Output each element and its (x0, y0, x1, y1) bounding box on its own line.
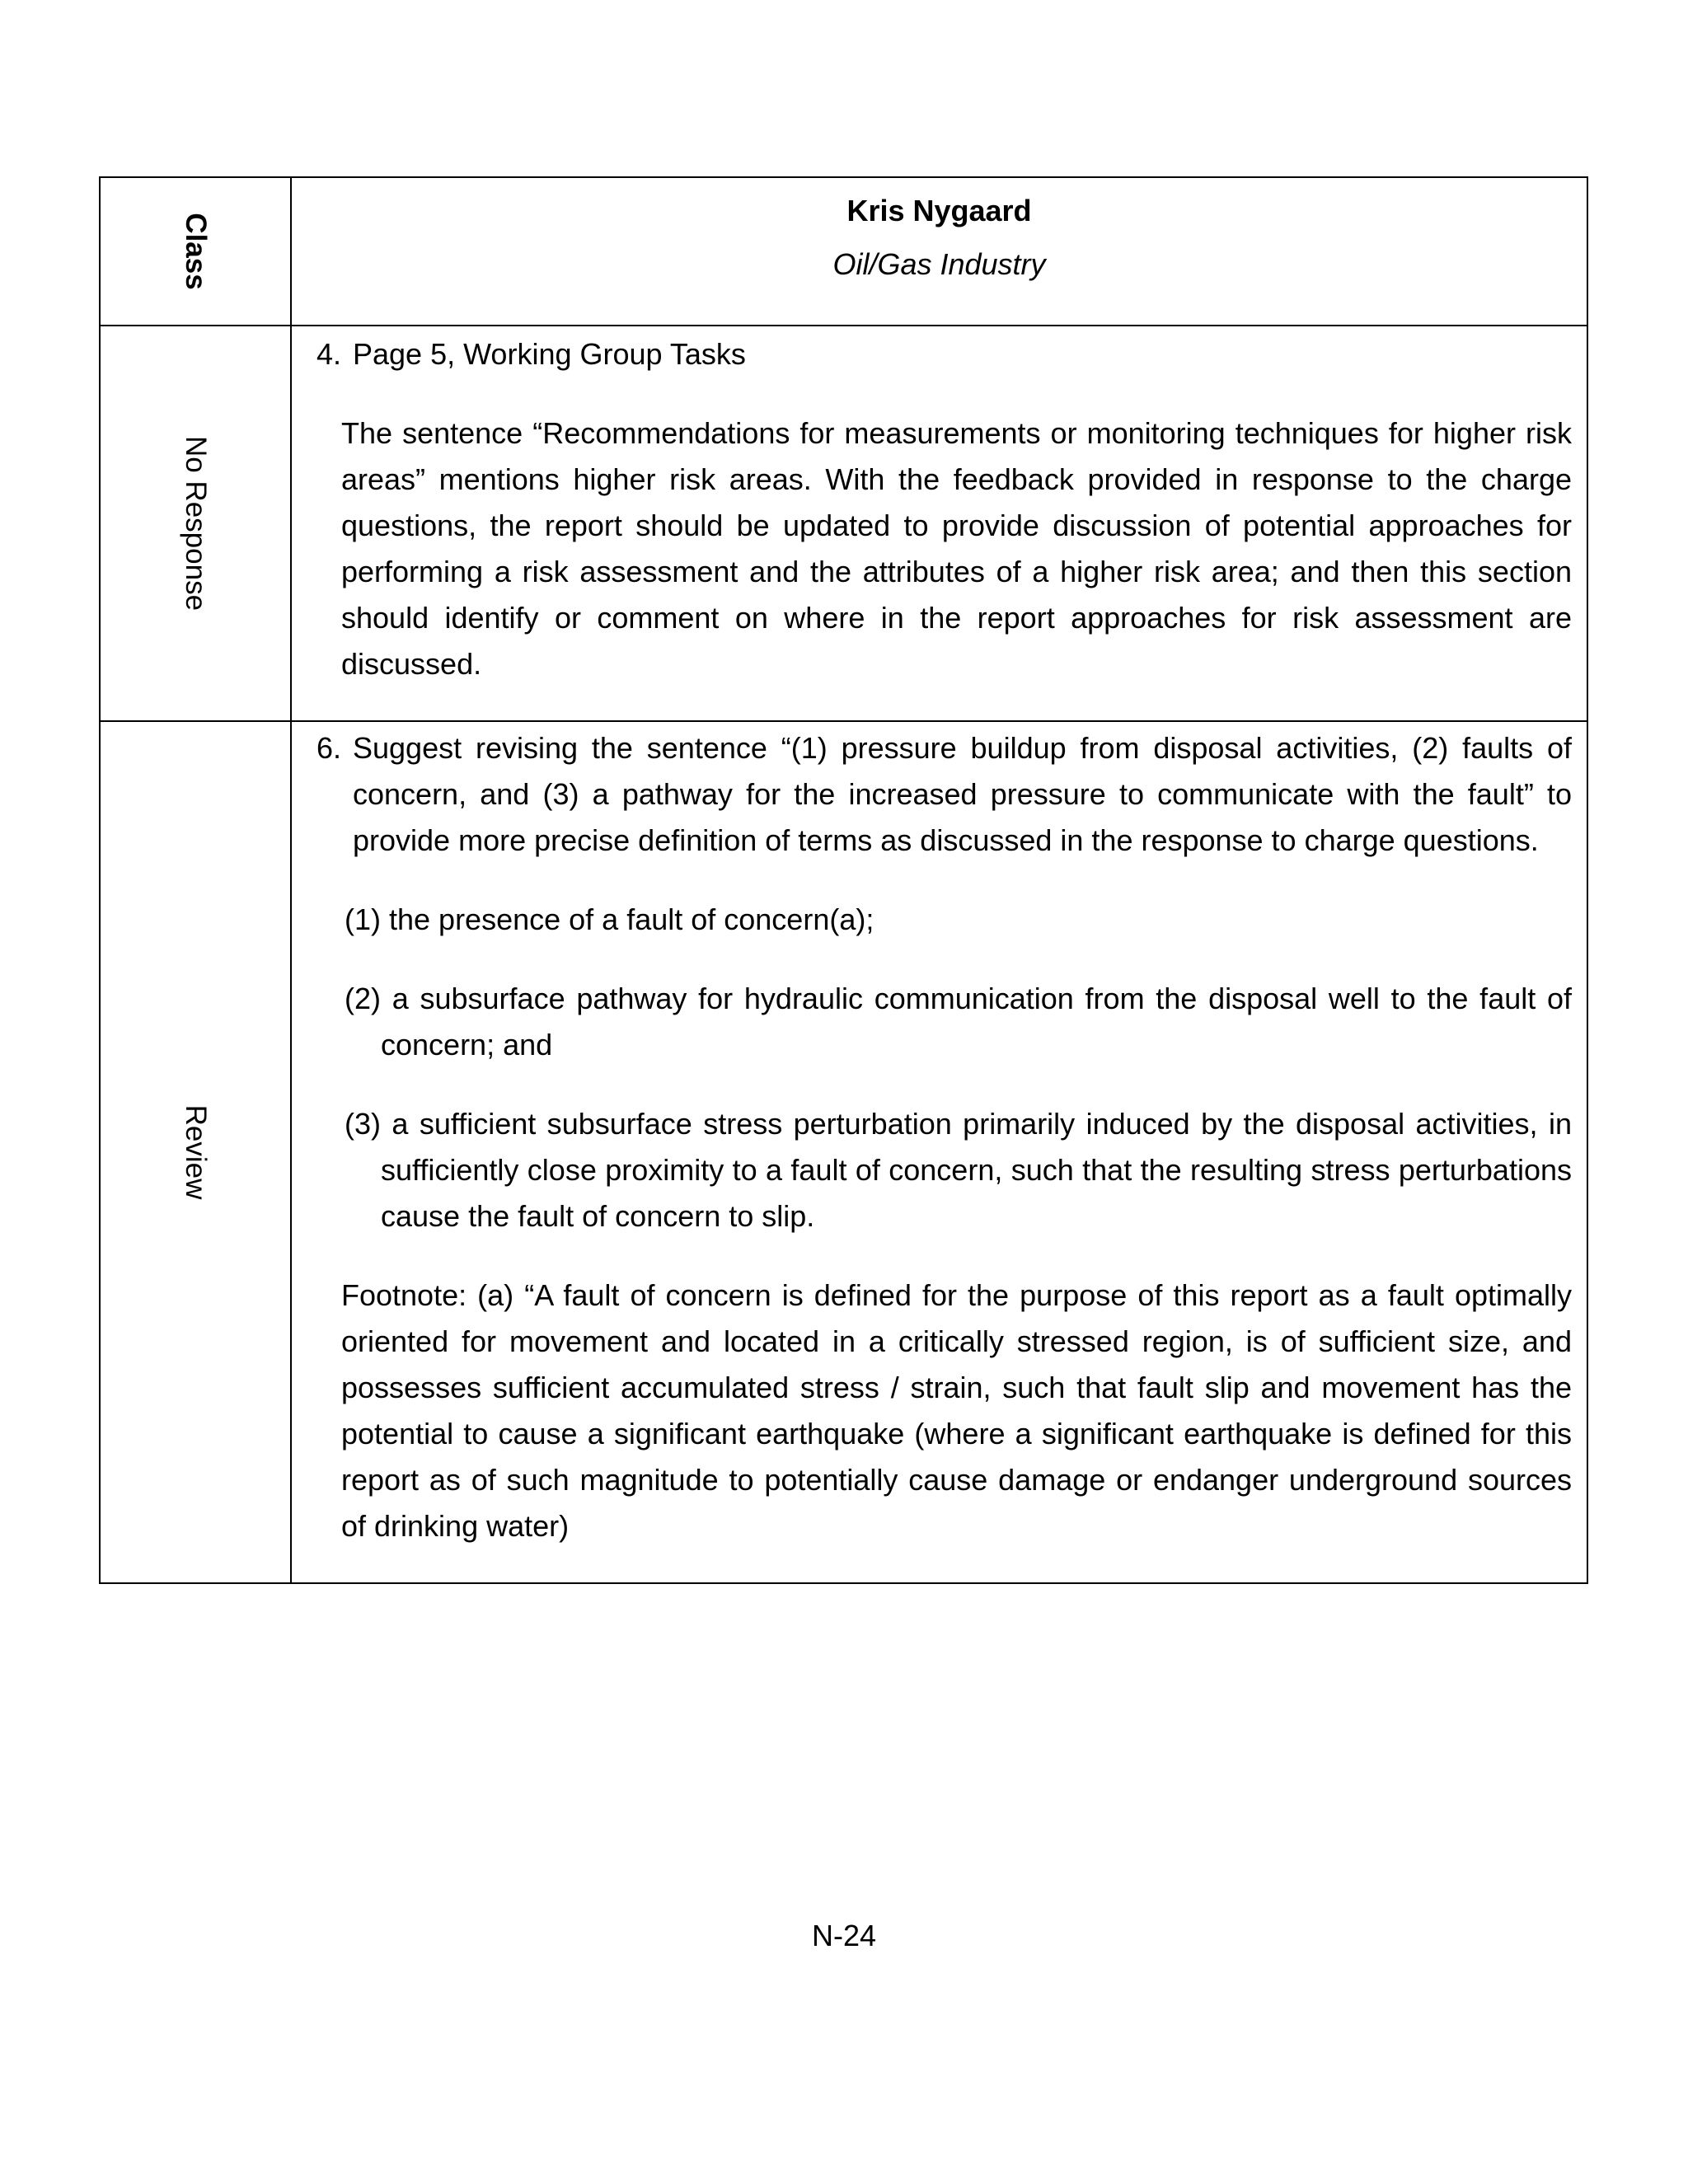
definition-item: (2) a subsurface pathway for hydraulic communication from the disposal well to the fault of concern; and (345, 982, 1572, 1062)
class-label: No Response (180, 435, 212, 612)
comment-row (100, 326, 1587, 721)
comment-heading (292, 331, 1572, 377)
comment-cell (291, 326, 1587, 721)
class-label: Review (180, 1104, 212, 1200)
reviewer-name: Kris Nygaard (846, 194, 1032, 227)
page-number: N-24 (811, 1919, 877, 1952)
comment-table (99, 176, 1588, 1584)
comment-row (100, 721, 1587, 1583)
header-row (100, 177, 1587, 326)
comment-heading (292, 725, 1572, 864)
reviewer-header-cell (291, 177, 1587, 326)
comment-number: 6. (316, 731, 341, 765)
definition-item: (3) a sufficient subsurface stress perturbation primarily induced by the disposal activities, in sufficiently close proximity to a fault of concern, such that the resulting stress perturbations cause the fault of concern to slip. (345, 1107, 1572, 1233)
comment-number: 4. (316, 337, 341, 371)
comment-cell (291, 721, 1587, 1583)
class-cell (100, 326, 291, 721)
class-header-label: Class (180, 213, 212, 290)
reviewer-org: Oil/Gas Industry (832, 247, 1046, 282)
comment-paragraph: The sentence “Recommendations for measurements or monitoring techniques for higher risk areas” mentions higher risk areas. With the feedback provided in response to the charge questions, the report should be updated to provide discussion of potential approaches for performing a risk assessment and the attributes of a higher risk area; and then this section should identify or comment on where in the report approaches for risk assessment are discussed. (341, 416, 1572, 681)
definition-item: (1) the presence of a fault of concern(a); (345, 902, 874, 936)
class-cell (100, 721, 291, 1583)
comment-title: Page 5, Working Group Tasks (353, 337, 746, 371)
class-header-cell (100, 177, 291, 326)
footnote: Footnote: (a) “A fault of concern is defined for the purpose of this report as a fault optimally oriented for movement and located in a critically stressed region, is of sufficient size, and possesses sufficient accumulated stress / strain, such that fault slip and movement has the potential to cause a significant earthquake (where a significant earthquake is defined for this report as of such magnitude to potentially cause damage or endanger underground sources of drinking water) (341, 1278, 1572, 1543)
comment-intro: Suggest revising the sentence “(1) pressure buildup from disposal activities, (2) faults of concern, and (3) a pathway for the increased pressure to communicate with the fault” to provide more precise definition of terms as discussed in the response to charge questions. (353, 731, 1572, 857)
